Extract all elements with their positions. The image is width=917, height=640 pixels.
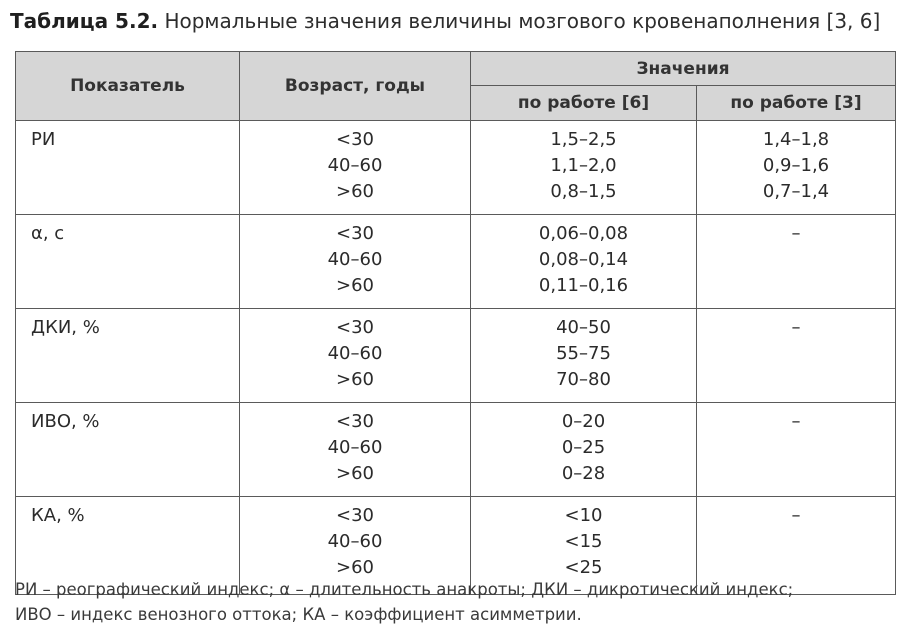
- source6-cell: [471, 403, 697, 497]
- age-value: 40–60: [327, 343, 383, 364]
- source6-cell: [471, 309, 697, 403]
- caption-text: Нормальные значения величины мозгового кровенаполнения [3, 6]: [164, 9, 881, 33]
- age-value: <30: [336, 505, 374, 526]
- source6-value: 0–28: [561, 463, 606, 484]
- header-indicator: Показатель: [16, 52, 240, 121]
- age-cell: [240, 309, 471, 403]
- source6-value: 0,8–1,5: [550, 181, 617, 202]
- table-row: [16, 215, 896, 309]
- table-row: [16, 309, 896, 403]
- age-value: >60: [336, 463, 374, 484]
- row-name-dki: ДКИ, %: [16, 309, 240, 403]
- source6-value: <15: [564, 531, 603, 552]
- source3-cell: [697, 215, 896, 309]
- table-row: [16, 403, 896, 497]
- source6-value: 0–20: [561, 411, 606, 432]
- age-cell: [240, 403, 471, 497]
- age-value: 40–60: [327, 437, 383, 458]
- table-header: [16, 52, 896, 121]
- age-value: >60: [336, 369, 374, 390]
- footnote-line-1: РИ – реографический индекс; α – длительность анакроты; ДКИ – дикротический индекс;: [15, 580, 794, 599]
- age-value: 40–60: [327, 155, 383, 176]
- header-values: Значения: [471, 52, 896, 86]
- header-source-6: по работе [6]: [471, 86, 697, 121]
- header-age: Возраст, годы: [240, 52, 471, 121]
- source3-empty-dash: –: [791, 317, 801, 338]
- age-value: <30: [336, 129, 374, 150]
- row-name-ivo: ИВО, %: [16, 403, 240, 497]
- values-table: [15, 51, 896, 595]
- source3-cell: [697, 309, 896, 403]
- source6-value: 0–25: [561, 437, 606, 458]
- table-row: [16, 121, 896, 215]
- source3-empty-dash: –: [791, 223, 801, 244]
- age-value: >60: [336, 275, 374, 296]
- age-value: >60: [336, 181, 374, 202]
- source3-value: 1,4–1,8: [762, 129, 830, 150]
- source6-value: <10: [564, 505, 603, 526]
- age-cell: [240, 121, 471, 215]
- source3-cell: [697, 121, 896, 215]
- source6-value: 0,08–0,14: [538, 249, 629, 270]
- source6-value: <25: [564, 557, 603, 578]
- source6-cell: [471, 121, 697, 215]
- caption-label: Таблица 5.2.: [10, 9, 159, 33]
- source6-value: 1,1–2,0: [550, 155, 617, 176]
- source6-value: 70–80: [556, 369, 611, 390]
- row-name-ka: КА, %: [16, 497, 240, 595]
- source6-value: 1,5–2,5: [550, 129, 617, 150]
- table-body: [16, 121, 896, 595]
- source3-empty-dash: –: [791, 505, 801, 526]
- source3-value: 0,7–1,4: [762, 181, 830, 202]
- age-value: 40–60: [327, 531, 383, 552]
- source6-cell: [471, 215, 697, 309]
- age-value: <30: [336, 317, 374, 338]
- source6-value: 0,11–0,16: [538, 275, 629, 296]
- source6-value: 0,06–0,08: [538, 223, 629, 244]
- source6-value: 55–75: [556, 343, 611, 364]
- age-value: <30: [336, 223, 374, 244]
- source6-value: 40–50: [556, 317, 611, 338]
- table-footnote: [15, 577, 910, 627]
- source3-empty-dash: –: [791, 411, 801, 432]
- row-name-ri: РИ: [16, 121, 240, 215]
- source3-cell: [697, 403, 896, 497]
- age-value: 40–60: [327, 249, 383, 270]
- age-value: >60: [336, 557, 374, 578]
- table-caption: [10, 6, 910, 36]
- footnote-line-2: ИВО – индекс венозного оттока; КА – коэффициент асимметрии.: [15, 605, 582, 624]
- row-name-alpha: α, с: [16, 215, 240, 309]
- source3-value: 0,9–1,6: [762, 155, 830, 176]
- age-value: <30: [336, 411, 374, 432]
- header-source-3: по работе [3]: [697, 86, 896, 121]
- age-cell: [240, 215, 471, 309]
